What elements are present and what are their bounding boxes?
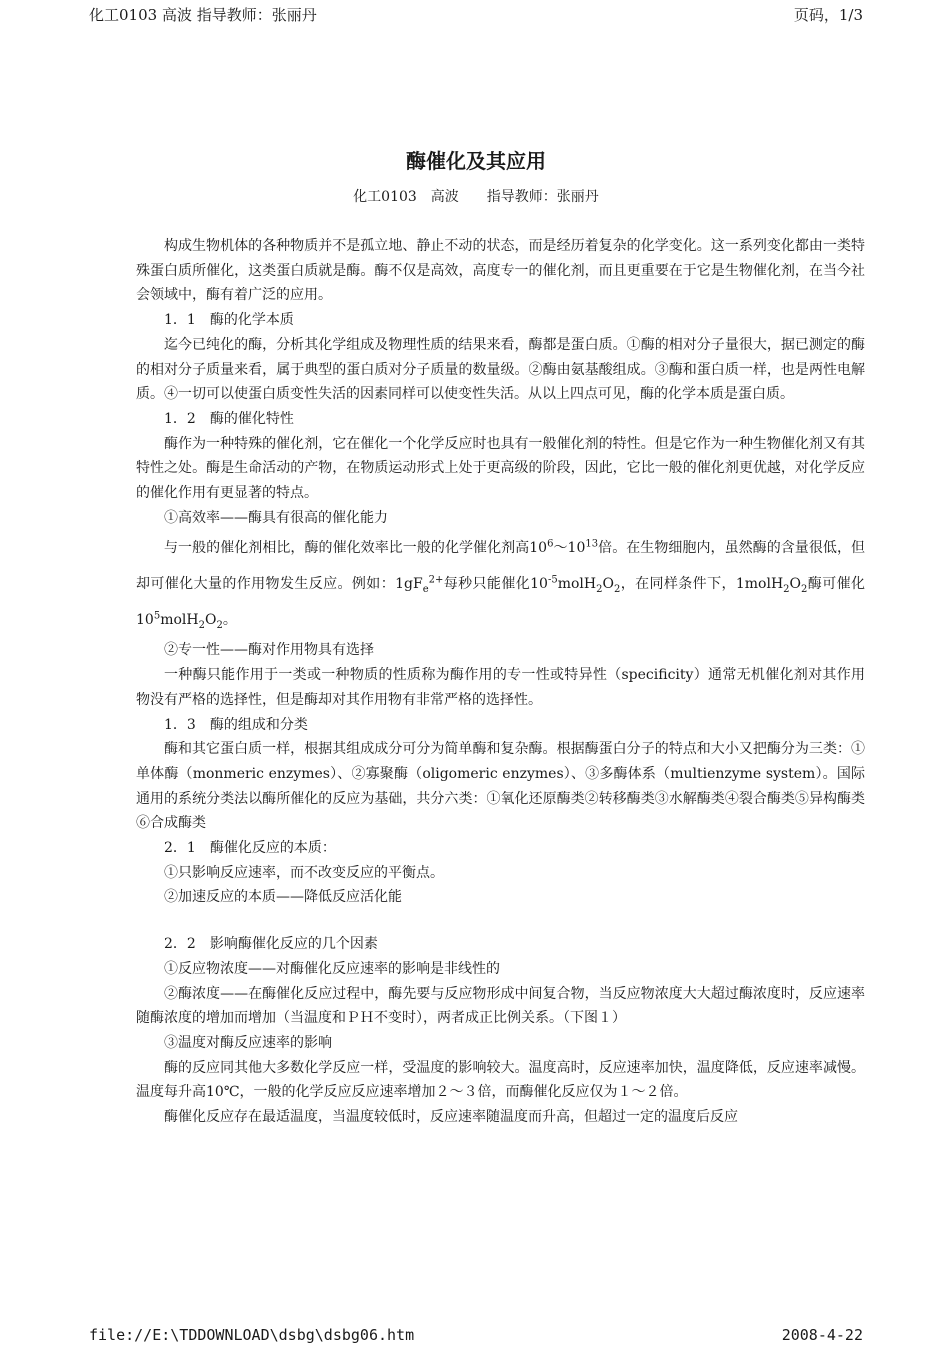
section-heading: 1．2 酶的催化特性 bbox=[164, 410, 294, 427]
print-date: 2008-4-22 bbox=[781, 1326, 863, 1344]
paragraph: 迄今已纯化的酶，分析其化学组成及物理性质的结果来看，酶都是蛋白质。①酶的相对分子量很大，据已测定的酶的相对分子质量来看，属于典型的蛋白质对分子质量的数量级。②酶由氨基酸组成。③酶和蛋白质一样，也是两性电解质。④一切可以使蛋白质变性失活的因素同样可以使变性失活。从以上四点可见，酶的化学本质是蛋白质。 bbox=[136, 336, 865, 403]
list-item: ②加速反应的本质——降低反应活化能 bbox=[164, 889, 402, 906]
list-item: ①只影响反应速率，而不改变反应的平衡点。 bbox=[164, 864, 444, 881]
paragraph: 酶催化反应存在最适温度，当温度较低时，反应速率随温度而升高，但超过一定的温度后反应 bbox=[164, 1109, 738, 1126]
list-item: ②酶浓度——在酶催化反应过程中，酶先要与反应物形成中间复合物，当反应物浓度大大超过酶浓度时，反应速率随酶浓度的增加而增加（当温度和ＰＨ不变时），两者成正比例关系。（下图１） bbox=[136, 985, 865, 1027]
document-byline: 化工0103 高波 指导教师：张丽丹 bbox=[353, 189, 599, 205]
section-heading: 1．1 酶的化学本质 bbox=[164, 312, 294, 329]
document-title: 酶催化及其应用 bbox=[406, 149, 546, 173]
list-item: ①反应物浓度——对酶催化反应速率的影响是非线性的 bbox=[164, 960, 500, 977]
subsection-heading: ③温度对酶反应速率的影响 bbox=[164, 1034, 332, 1051]
page-footer bbox=[89, 1326, 863, 1346]
document-body bbox=[136, 234, 865, 1130]
page-header bbox=[89, 4, 863, 26]
paragraph: 酶作为一种特殊的催化剂，它在催化一个化学反应时也具有一般催化剂的特性。但是它作为一种生物催化剂又有其特性之处。酶是生命活动的产物，在物质运动形式上处于更高级的阶段，因此，它比一般的催化剂更优越，对化学反应的催化作用有更显著的特点。 bbox=[136, 435, 865, 502]
paragraph: 酶的反应同其他大多数化学反应一样，受温度的影响较大。温度高时，反应速率加快，温度降低，反应速率减慢。温度每升高10℃，一般的化学反应反应速率增加２～３倍，而酶催化反应仅为１～２倍。 bbox=[136, 1059, 865, 1101]
section-heading: 2．1 酶催化反应的本质： bbox=[164, 840, 336, 857]
paragraph: 一种酶只能作用于一类或一种物质的性质称为酶作用的专一性或特异性（specificity）通常无机催化剂对其作用物没有严格的选择性，但是酶却对其作用物有非常严格的选择性。 bbox=[136, 667, 865, 708]
header-left: 化工0103 高波 指导教师：张丽丹 bbox=[89, 6, 317, 24]
subsection-heading: ②专一性——酶对作用物具有选择 bbox=[164, 642, 374, 659]
section-heading: 1．3 酶的组成和分类 bbox=[164, 716, 308, 733]
page-number: 页码，1/3 bbox=[793, 6, 863, 24]
section-heading: 2．2 影响酶催化反应的几个因素 bbox=[164, 936, 378, 953]
efficiency-paragraph: 与一般的催化剂相比，酶的催化效率比一般的化学催化剂高$10^6\sim 10^{13}$倍。在生物细胞内，虽然酶的含量很低，但却可催化大量的作用物发生反应。例如：$1gF_e^{2+}$每秒只能催化$10^{-5}molH_2O_2$，在同样条件下，$1molH_2O_2$酶可催化$10^5molH_2O_2$。 bbox=[136, 538, 865, 632]
intro-paragraph: 构成生物机体的各种物质并不是孤立地、静止不动的状态，而是经历着复杂的化学变化。这一系列变化都由一类特殊蛋白质所催化，这类蛋白质就是酶。酶不仅是高效，高度专一的催化剂，而且更重要在于它是生物催化剂，在当今社会领域中，酶有着广泛的应用。 bbox=[136, 238, 865, 304]
file-path: file://E:\TDDOWNLOAD\dsbg\dsbg06.htm bbox=[89, 1326, 415, 1344]
subsection-heading: ①高效率——酶具有很高的催化能力 bbox=[164, 509, 388, 526]
paragraph: 酶和其它蛋白质一样，根据其组成成分可分为简单酶和复杂酶。根据酶蛋白分子的特点和大小又把酶分为三类：①单体酶（monmeric enzymes）、②寡聚酶（oligomeric enzymes）、③多酶体系（multienzyme system）。国际通用的系统分类法以酶所催化的反应为基础，共分六类：①氧化还原酶类②转移酶类③水解酶类④裂合酶类⑤异构酶类⑥合成酶类 bbox=[136, 741, 865, 832]
